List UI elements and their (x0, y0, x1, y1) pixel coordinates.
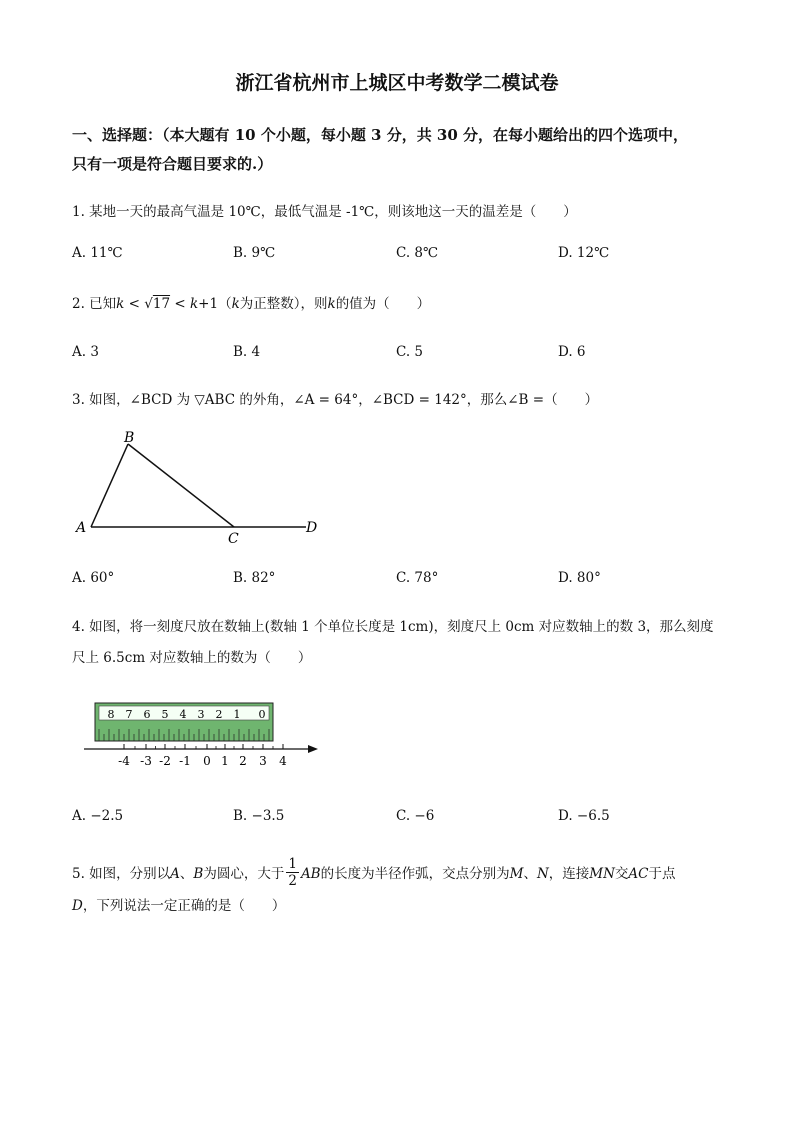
q2-plus-one: +1 (198, 296, 219, 312)
q5-part2: 为圆心，大于 (203, 866, 285, 882)
q5-part1: 5. 如图，分别以 (72, 866, 171, 882)
q4-option-c: C. −6 (396, 808, 435, 824)
axis-label: -2 (159, 754, 171, 768)
q2-cond-open: （ (218, 296, 232, 312)
q5-segment-mn: MN (589, 866, 615, 882)
label-b: B (124, 430, 135, 446)
q5-point-n: N (536, 866, 549, 882)
ruler-digit: 8 (107, 708, 115, 721)
sqrt-symbol: √17 (144, 296, 171, 312)
segment-bc (128, 444, 234, 527)
q2-cond-rest: 为正整数），则 (239, 296, 328, 312)
q2-var-k-plus: k (189, 296, 199, 312)
label-d: D (306, 520, 318, 536)
q3-option-a: A. 60° (72, 570, 115, 586)
q3-option-b: B. 82° (233, 570, 276, 586)
page-title: 浙江省杭州市上城区中考数学二模试卷 (235, 72, 559, 94)
q5-segment-ab: AB (300, 866, 321, 882)
question-4-line2: 尺上 6.5cm 对应数轴上的数为（ ） (72, 650, 312, 666)
q5-line2-rest: ，下列说法一定正确的是（ ） (82, 898, 286, 914)
fraction-denominator: 2 (288, 873, 297, 889)
q5-part3: 的长度为半径作弧，交点分别为 (320, 866, 510, 882)
q2-var-k-2: k (327, 296, 336, 312)
q2-prefix: 2. 已知 (72, 296, 117, 312)
axis-label: 0 (203, 754, 211, 768)
axis-label: -4 (118, 754, 130, 768)
axis-arrow (308, 745, 318, 753)
q5-point-b: B (193, 866, 204, 882)
q3-option-c: C. 78° (396, 570, 439, 586)
q1-option-c: C. 8℃ (396, 245, 439, 261)
question-4-line1: 4. 如图，将一刻度尺放在数轴上(数轴 1 个单位长度是 1cm)，刻度尺上 0cm 对应数轴上的数 3，那么刻度 (72, 619, 714, 635)
question-1-text: 1. 某地一天的最高气温是 10℃，最低气温是 -1℃，则该地这一天的温差是（ ） (72, 204, 577, 220)
ruler-digit: 5 (161, 708, 169, 721)
q5-segment-ac: AC (628, 866, 649, 882)
axis-labels (118, 754, 287, 768)
q2-radicand: 17 (152, 296, 171, 312)
axis-ticks (124, 744, 283, 749)
section1-heading-line2: 只有一项是符合题目要求的.） (72, 155, 273, 173)
axis-label: 3 (259, 754, 267, 768)
q2-option-b: B. 4 (233, 344, 261, 360)
q5-point-d: D (72, 898, 83, 914)
q2-suffix: 的值为（ ） (335, 296, 431, 312)
ruler-digit: 6 (143, 708, 151, 721)
q5-comma: 、 (523, 866, 537, 882)
segment-ab (91, 444, 128, 527)
ruler-digit: 7 (125, 708, 133, 721)
q2-option-a: A. 3 (72, 344, 99, 360)
axis-label: 2 (239, 754, 247, 768)
q5-sep: 、 (179, 866, 194, 882)
ruler-numberline-figure (80, 698, 325, 773)
fraction-numerator: 1 (288, 856, 297, 872)
question-2-text (72, 292, 430, 312)
q5-part6: 于点 (648, 866, 676, 882)
q4-option-b: B. −3.5 (233, 808, 285, 824)
q2-option-d: D. 6 (558, 344, 586, 360)
q5-point-a: A (170, 866, 180, 882)
q4-option-d: D. −6.5 (558, 808, 610, 824)
q2-var-k: k (116, 296, 125, 312)
label-a: A (76, 520, 87, 536)
ruler-digit: 3 (197, 708, 205, 721)
q2-lt-2: < (174, 296, 186, 312)
q3-option-d: D. 80° (558, 570, 601, 586)
axis-label: -1 (179, 754, 191, 768)
question-5-line1 (72, 858, 675, 891)
q1-option-d: D. 12℃ (558, 245, 610, 261)
question-3-text: 3. 如图，∠BCD 为 ▽ABC 的外角，∠A = 64°，∠BCD = 142°，那么∠B =（ ） (72, 392, 599, 408)
q2-option-c: C. 5 (396, 344, 424, 360)
ruler-digit: 2 (215, 708, 223, 721)
q4-option-a: A. −2.5 (72, 808, 124, 824)
ruler-digit: 4 (179, 708, 187, 721)
triangle-figure (70, 425, 330, 550)
q5-part5: 交 (614, 866, 629, 882)
q2-lt-1: < (128, 296, 140, 312)
axis-label: 4 (279, 754, 287, 768)
q2-cond-k: k (231, 296, 240, 312)
ruler-digit: 0 (258, 708, 266, 721)
q1-option-b: B. 9℃ (233, 245, 276, 261)
q1-option-a: A. 11℃ (72, 245, 123, 261)
ruler-digit: 1 (233, 708, 241, 721)
q5-point-m: M (509, 866, 524, 882)
label-c: C (228, 531, 239, 547)
question-5-line2 (72, 894, 285, 914)
axis-label: 1 (221, 754, 229, 768)
axis-label: -3 (140, 754, 152, 768)
section1-heading-line1: 一、选择题：（本大题有 10 个小题，每小题 3 分，共 30 分，在每小题给出的四个选项中， (72, 126, 689, 144)
q5-part4: ，连接 (548, 866, 590, 882)
fraction-one-half (286, 856, 299, 889)
